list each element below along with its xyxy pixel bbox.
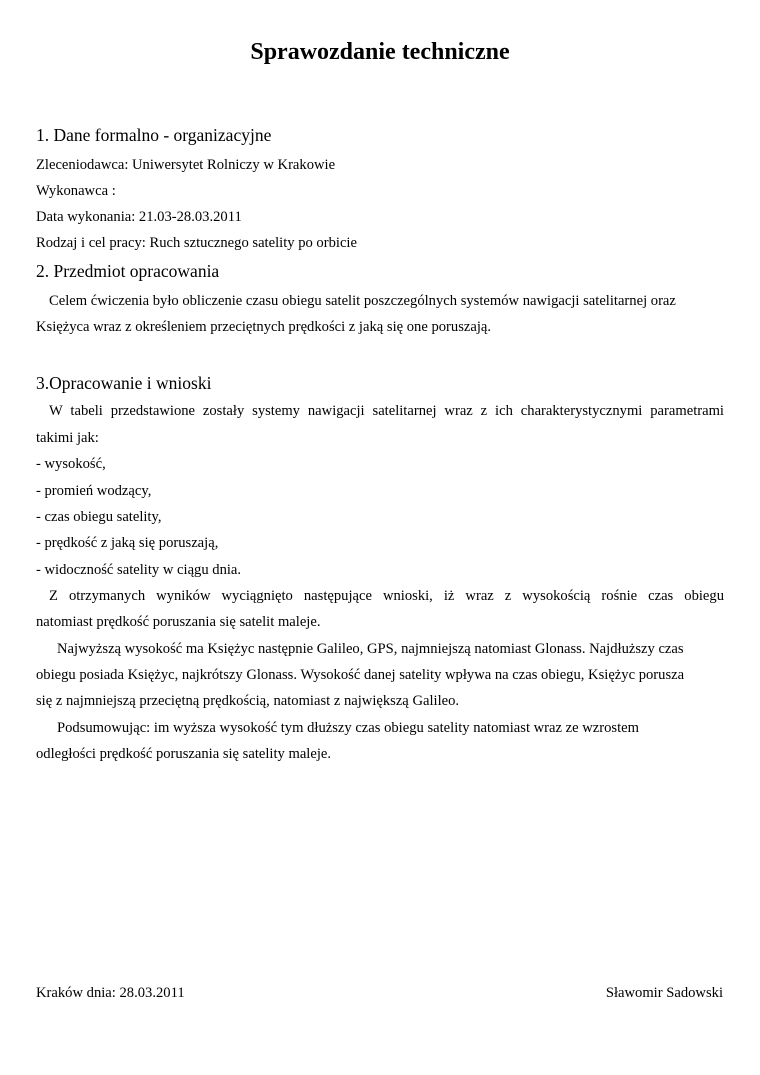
section2-line-1: Celem ćwiczenia było obliczenie czasu obiegu satelit poszczególnych systemów nawigacji satelitarnej oraz	[49, 293, 676, 309]
purpose-line: Rodzaj i cel pracy: Ruch sztucznego satelity po orbicie	[36, 235, 357, 251]
para2-line-1: Najwyższą wysokość ma Księżyc następnie Galileo, GPS, najmniejszą natomiast Glonass. Najdłuższy czas	[57, 641, 684, 657]
client-line: Zleceniodawca: Uniwersytet Rolniczy w Krakowie	[36, 157, 336, 173]
list-item: - prędkość z jaką się poruszają,	[36, 535, 219, 551]
date-line: Data wykonania: 21.03-28.03.2011	[36, 209, 242, 225]
list-item: - czas obiegu satelity,	[36, 509, 162, 525]
section2-heading: 2. Przedmiot opracowania	[36, 261, 220, 281]
section1-heading: 1. Dane formalno - organizacyjne	[36, 125, 272, 145]
section3-heading: 3.Opracowanie i wnioski	[36, 373, 212, 393]
section3-intro-line-1: W tabeli przedstawione zostały systemy nawigacji satelitarnej wraz z ich charakterystycznymi parametrami	[49, 403, 724, 419]
para3-line-1: Podsumowując: im wyższa wysokość tym dłuższy czas obiegu satelity natomiast wraz ze wzrostem	[57, 720, 639, 736]
contractor-line: Wykonawca :	[36, 183, 116, 199]
section3-intro-line-2: takimi jak:	[36, 430, 99, 446]
author-signature: Sławomir Sadowski	[605, 985, 723, 1001]
para2-line-2: obiegu posiada Księżyc, najkrótszy Glonass. Wysokość danej satelity wpływa na czas obiegu, Księżyc porusza	[36, 667, 685, 683]
para3-line-2: odległości prędkość poruszania się satelity maleje.	[36, 746, 332, 762]
para1-line-2: natomiast prędkość poruszania się satelit maleje.	[36, 614, 321, 630]
section2-line-2: Księżyca wraz z określeniem przeciętnych prędkości z jaką się one poruszają.	[36, 319, 492, 335]
place-date: Kraków dnia: 28.03.2011	[36, 985, 185, 1001]
para2-line-3: się z najmniejszą przeciętną prędkością, natomiast z największą Galileo.	[36, 693, 460, 709]
list-item: - widoczność satelity w ciągu dnia.	[36, 562, 242, 578]
para1-line-1: Z otrzymanych wyników wyciągnięto następujące wnioski, iż wraz z wysokością rośnie czas obiegu	[49, 588, 724, 604]
document-title: Sprawozdanie techniczne	[250, 39, 510, 65]
list-item: - promień wodzący,	[36, 483, 152, 499]
list-item: - wysokość,	[36, 456, 106, 472]
